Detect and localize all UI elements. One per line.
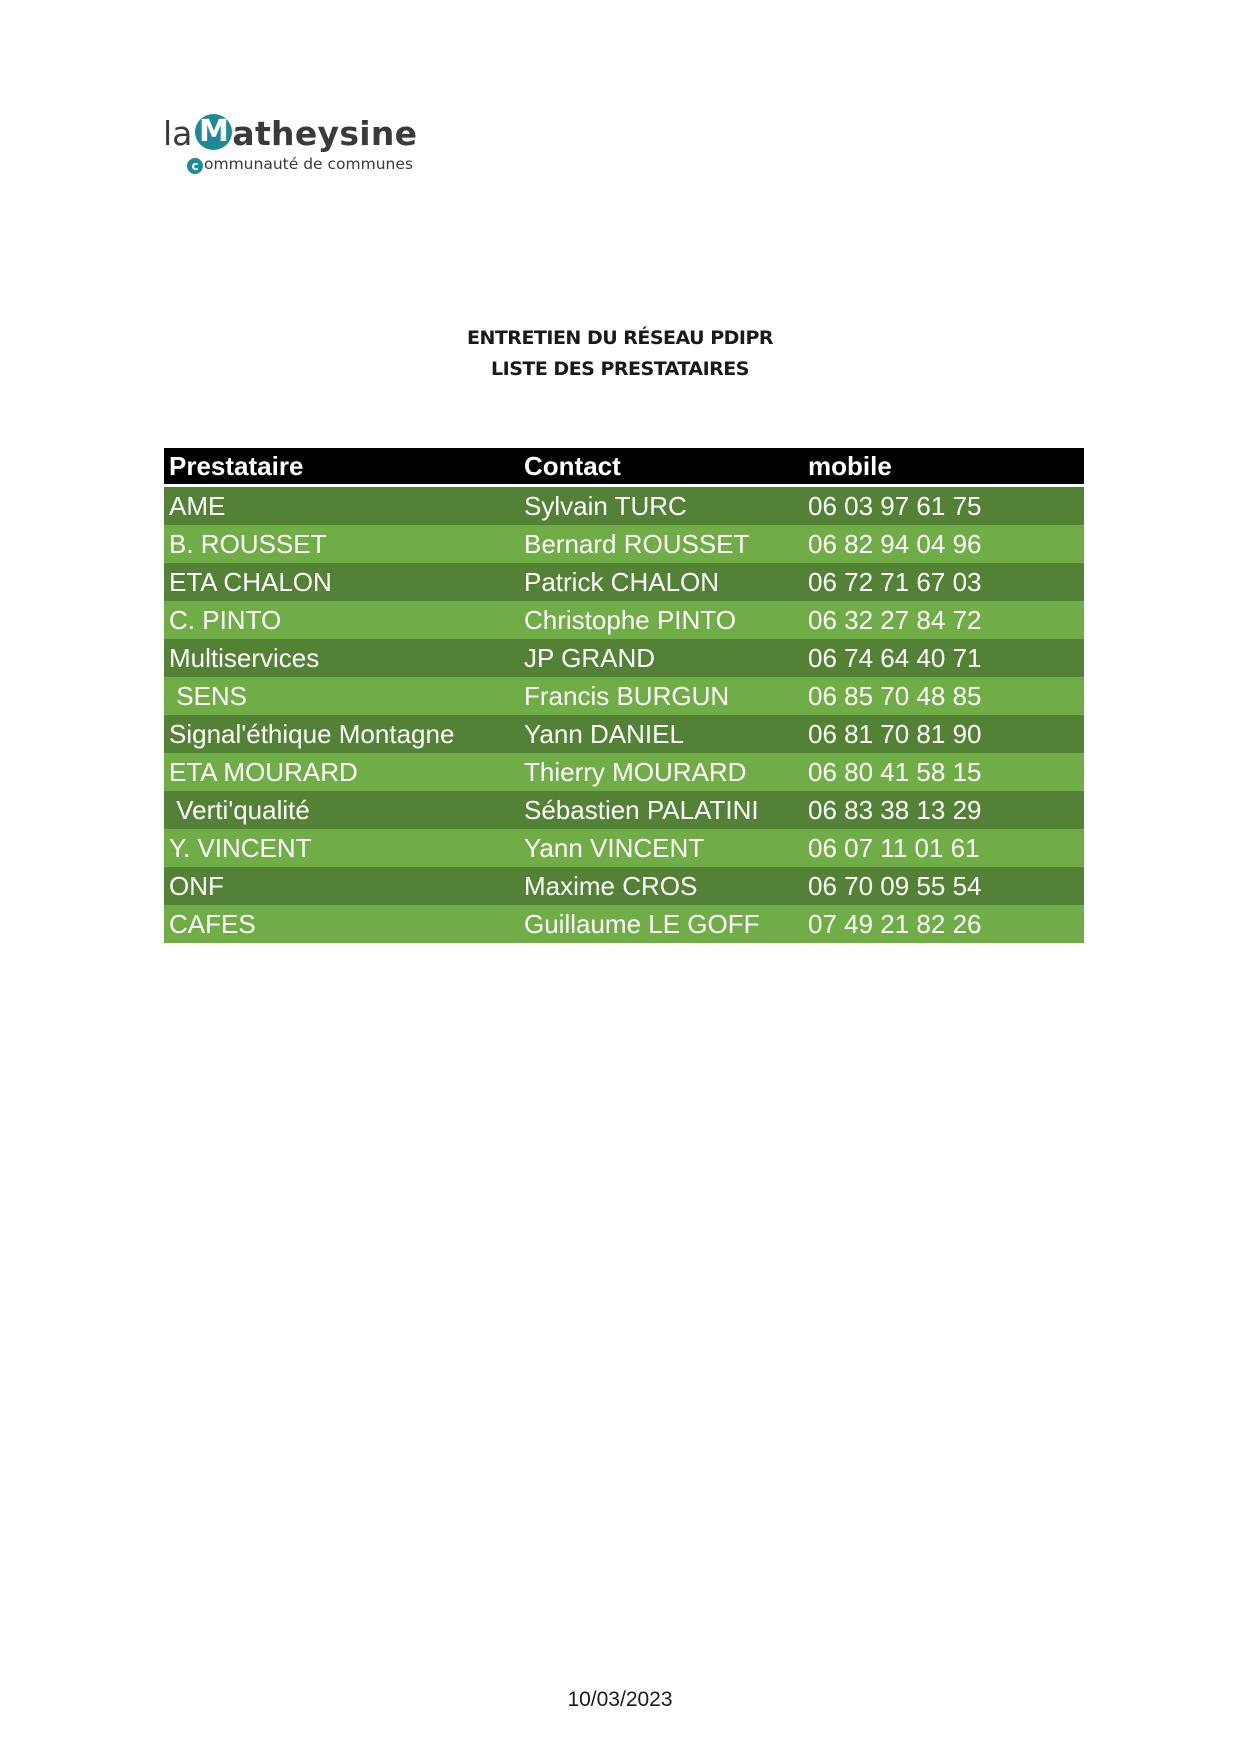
cell-mobile: 06 03 97 61 75: [808, 491, 982, 521]
table-row: [164, 677, 1084, 715]
cell-contact: Patrick CHALON: [524, 567, 720, 597]
cell-mobile: 06 85 70 48 85: [808, 681, 982, 711]
cell-prestataire: Verti'qualité: [169, 795, 310, 825]
cell-prestataire: ETA MOURARD: [169, 757, 358, 787]
cell-contact: Guillaume LE GOFF: [524, 909, 760, 939]
cell-mobile: 07 49 21 82 26: [808, 909, 982, 939]
table-row: [164, 791, 1084, 829]
cell-prestataire: C. PINTO: [169, 605, 282, 635]
cell-prestataire: Multiservices: [169, 643, 320, 673]
cell-contact: Sébastien PALATINI: [524, 795, 759, 825]
table-row: [164, 639, 1084, 677]
table-row: [164, 715, 1084, 753]
document-date: 10/03/2023: [567, 1688, 673, 1711]
table-row: [164, 753, 1084, 791]
cell-mobile: 06 07 11 01 61: [808, 833, 980, 863]
table-row: [164, 601, 1084, 639]
cell-mobile: 06 83 38 13 29: [808, 795, 982, 825]
cell-prestataire: CAFES: [169, 909, 256, 939]
header-contact: Contact: [519, 448, 803, 486]
cell-prestataire: Y. VINCENT: [169, 833, 312, 863]
logo-wordmark: [163, 112, 417, 156]
cell-mobile: 06 70 09 55 54: [808, 871, 982, 901]
providers-table: [164, 448, 1084, 943]
logo-subtitle-text: ommunauté de communes: [204, 155, 413, 173]
cell-mobile: 06 82 94 04 96: [808, 529, 982, 559]
table-header: [164, 448, 1084, 486]
cell-prestataire: Signal'éthique Montagne: [169, 719, 455, 749]
cell-mobile: 06 72 71 67 03: [808, 567, 982, 597]
cell-prestataire: ONF: [169, 871, 224, 901]
table-body: [164, 486, 1084, 944]
cell-prestataire: ETA CHALON: [169, 567, 332, 597]
cell-contact: Yann DANIEL: [524, 719, 684, 749]
logo-c-badge: c: [187, 158, 203, 174]
logo-subtitle: [187, 153, 413, 175]
table-row: [164, 829, 1084, 867]
logo-name-rest: atheysine: [232, 114, 418, 153]
header-mobile: mobile: [803, 448, 1084, 486]
document-title: ENTRETIEN DU RÉSEAU PDIPR: [466, 327, 774, 349]
table-row: [164, 525, 1084, 563]
table-row: [164, 486, 1084, 526]
document-subtitle: LISTE DES PRESTATAIRES: [491, 358, 749, 380]
logo-prefix: la: [163, 114, 193, 153]
cell-mobile: 06 74 64 40 71: [808, 643, 982, 673]
cell-mobile: 06 81 70 81 90: [808, 719, 982, 749]
logo: [163, 112, 463, 182]
cell-mobile: 06 80 41 58 15: [808, 757, 982, 787]
logo-m-badge: [195, 114, 232, 150]
cell-prestataire: B. ROUSSET: [169, 529, 327, 559]
cell-contact: Yann VINCENT: [524, 833, 705, 863]
table-header-row: [164, 448, 1084, 486]
cell-contact: Bernard ROUSSET: [524, 529, 750, 559]
cell-prestataire: SENS: [169, 681, 248, 711]
cell-contact: Maxime CROS: [524, 871, 698, 901]
table-row: [164, 867, 1084, 905]
cell-contact: JP GRAND: [524, 643, 655, 673]
cell-prestataire: AME: [169, 491, 226, 521]
cell-contact: Thierry MOURARD: [524, 757, 747, 787]
cell-contact: Christophe PINTO: [524, 605, 736, 635]
table-row: [164, 563, 1084, 601]
cell-contact: Francis BURGUN: [524, 681, 730, 711]
cell-mobile: 06 32 27 84 72: [808, 605, 982, 635]
logo-m-letter: M: [198, 114, 229, 149]
header-prestataire: Prestataire: [164, 448, 519, 486]
table-row: [164, 905, 1084, 943]
cell-contact: Sylvain TURC: [524, 491, 687, 521]
